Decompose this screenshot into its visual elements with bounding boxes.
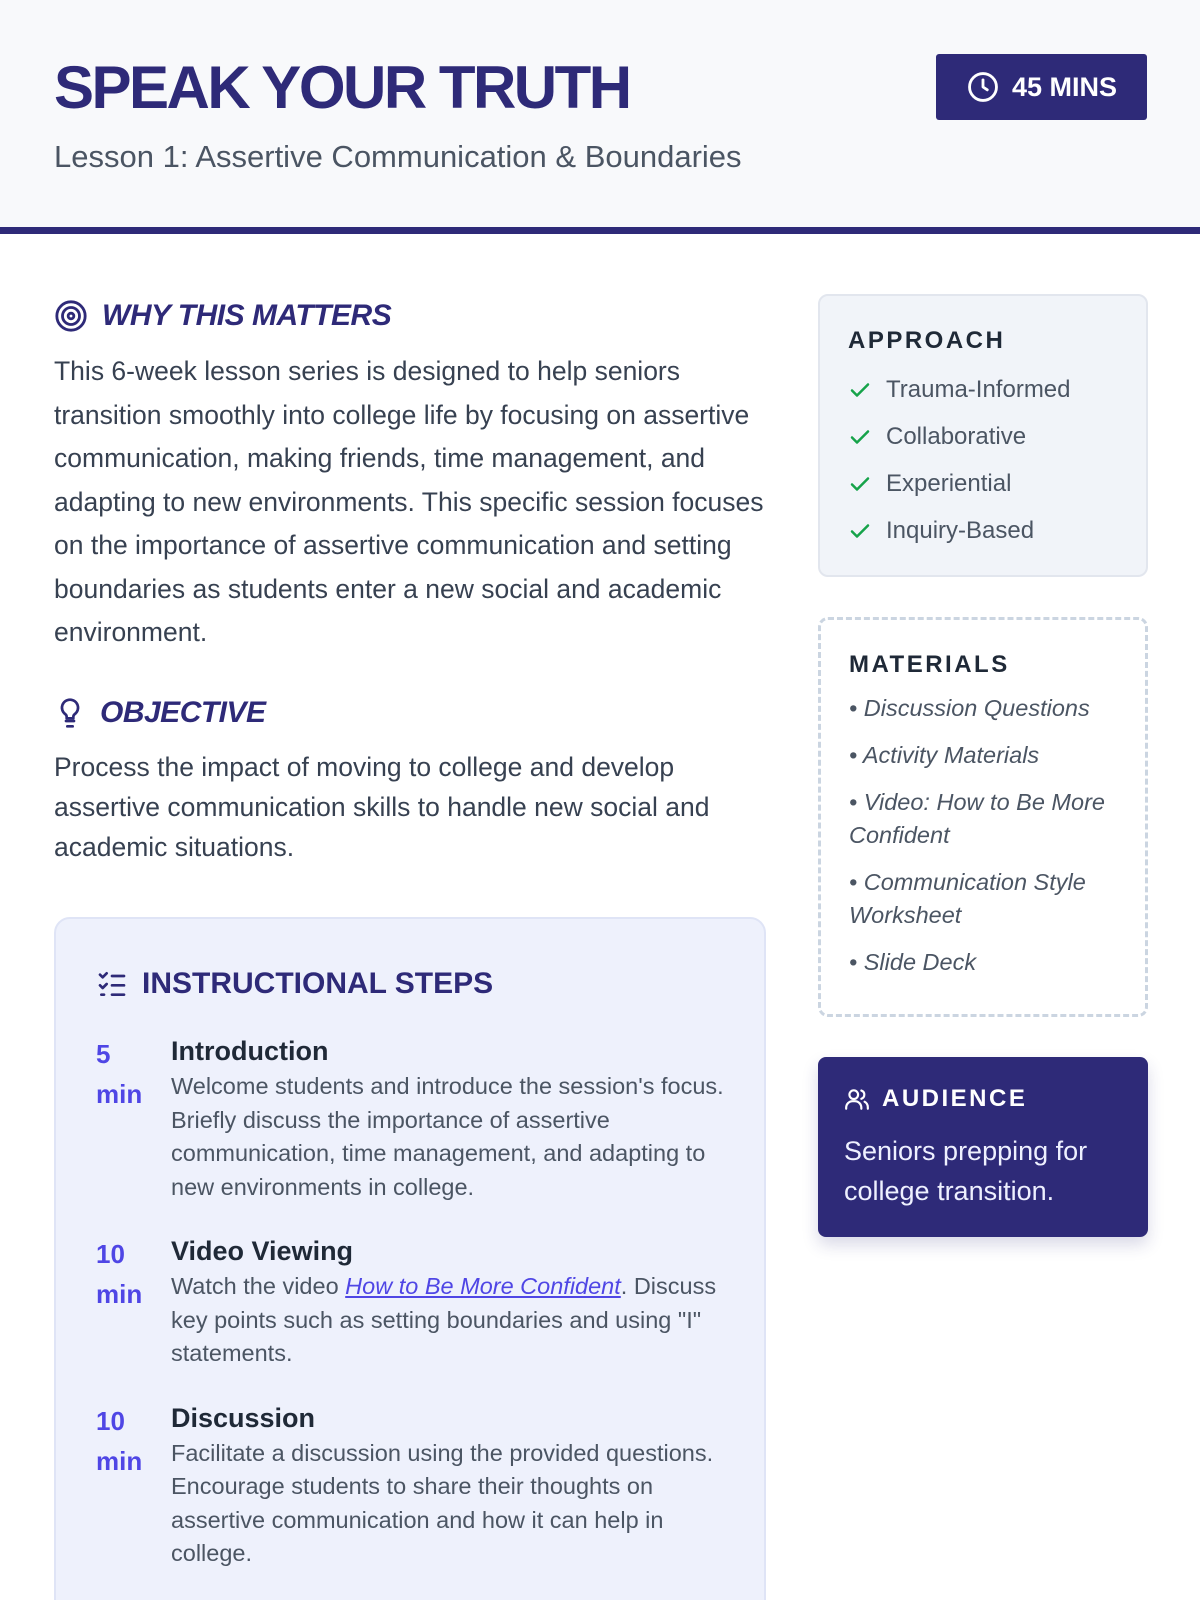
step-minutes: 10 [96, 1405, 125, 1436]
materials-item: • Discussion Questions [849, 695, 1090, 721]
duration-text: 45 MINS [1011, 71, 1118, 102]
materials-item: • Slide Deck [849, 949, 977, 975]
main-content [54, 296, 766, 867]
materials-label: MATERIALS [849, 651, 1010, 678]
why-heading [54, 296, 766, 336]
target-icon [54, 299, 88, 333]
objective-text: Process the impact of moving to college and develop assertive communication skills to handle new social and academic situations. [54, 751, 710, 862]
step-time [96, 1034, 171, 1204]
why-title: WHY THIS MATTERS [102, 299, 392, 332]
video-link[interactable]: How to Be More Confident [345, 1273, 621, 1299]
objective-title: OBJECTIVE [100, 695, 266, 729]
users-icon [844, 1086, 870, 1112]
step-minutes: 5 [96, 1039, 111, 1069]
step-body [171, 1234, 724, 1371]
step-unit: min [96, 1079, 143, 1109]
approach-item-label: Experiential [886, 469, 1012, 497]
steps-heading [96, 964, 724, 1004]
approach-card [818, 294, 1148, 577]
materials-item: • Communication Style Worksheet [849, 869, 1086, 928]
step-unit: min [96, 1279, 143, 1309]
step-title: Introduction [171, 1036, 329, 1066]
why-text: This 6-week lesson series is designed to help seniors transition smoothly into college life by focusing on assertive communication, making friends, time management, and adapting to new environments. This specific session focuses on the importance of assertive communication and setting boundaries as students enter a new social and academic environment. [54, 356, 764, 647]
step-minutes: 10 [96, 1239, 125, 1269]
step-description: Welcome students and introduce the session's focus. Briefly discuss the importance of assertive communication, time management, and adapting to new environments in college. [171, 1073, 724, 1200]
page-header [0, 0, 1200, 234]
check-icon [848, 472, 872, 496]
materials-item: • Video: How to Be More Confident [849, 789, 1105, 848]
check-icon [848, 425, 872, 449]
approach-item [848, 366, 1118, 413]
approach-item-label: Trauma-Informed [886, 375, 1071, 403]
approach-item-label: Collaborative [886, 422, 1027, 450]
approach-item-label: Inquiry-Based [886, 516, 1035, 544]
step-item [96, 1401, 724, 1571]
materials-item: • Activity Materials [849, 742, 1040, 768]
approach-item [848, 413, 1118, 460]
step-time [96, 1401, 171, 1571]
check-icon [848, 378, 872, 402]
step-description [171, 1270, 724, 1371]
step-desc-before: Watch the video [171, 1273, 346, 1299]
audience-card [818, 1057, 1148, 1237]
step-unit: min [96, 1445, 143, 1476]
step-description: Facilitate a discussion using the provided questions. Encourage students to share their thoughts on assertive communication and how it can help in college. [171, 1439, 714, 1566]
checklist-icon [96, 968, 128, 1000]
objective-heading [54, 693, 766, 733]
materials-list [849, 692, 1119, 979]
audience-heading [844, 1083, 1122, 1115]
step-title: Discussion [171, 1402, 316, 1433]
lesson-subtitle: Lesson 1: Assertive Communication & Boundaries [54, 139, 742, 174]
step-body [171, 1401, 724, 1571]
step-item [96, 1234, 724, 1371]
duration-badge [936, 54, 1147, 120]
audience-text: Seniors prepping for college transition. [844, 1136, 1088, 1206]
step-title: Video Viewing [171, 1236, 354, 1266]
step-item [96, 1034, 724, 1204]
step-body [171, 1034, 724, 1204]
step-time [96, 1234, 171, 1371]
approach-item [848, 507, 1118, 554]
check-icon [848, 519, 872, 543]
materials-card [818, 617, 1148, 1017]
approach-list [848, 366, 1118, 554]
approach-item [848, 460, 1118, 507]
audience-label: AUDIENCE [882, 1085, 1028, 1112]
steps-title: INSTRUCTIONAL STEPS [142, 967, 494, 1000]
approach-label: APPROACH [848, 327, 1006, 354]
step-desc-after: . Discuss key points such as setting boundaries and using "I" statements. [171, 1273, 717, 1366]
page-title: SPEAK YOUR TRUTH [54, 54, 630, 121]
instructional-steps-card [54, 917, 766, 1600]
lightbulb-icon [54, 696, 86, 730]
clock-icon [966, 70, 1000, 104]
